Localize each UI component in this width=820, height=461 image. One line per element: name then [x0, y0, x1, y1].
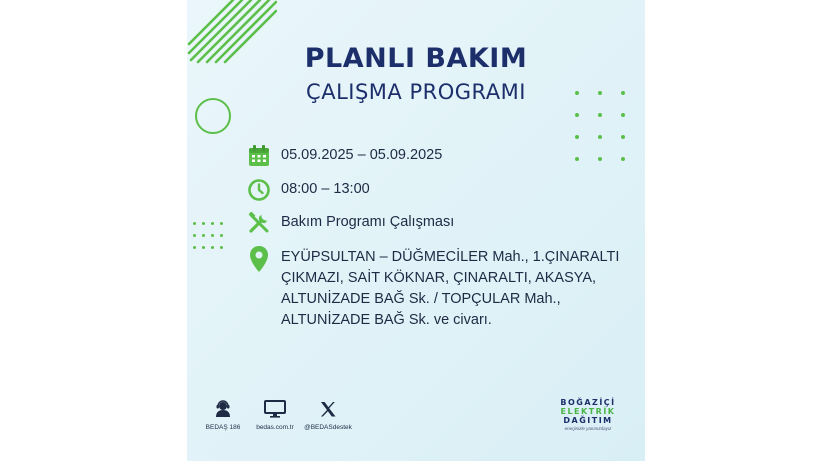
location-pin-icon: [247, 245, 271, 273]
tools-icon: [247, 211, 271, 235]
social-contact: [293, 400, 363, 431]
maintenance-date: 05.09.2025 – 05.09.2025: [281, 147, 443, 163]
website-label: bedas.com.tr: [256, 424, 294, 431]
affected-address: EYÜPSULTAN – DÜĞMECİLER Mah., 1.ÇINARALTI ÇIKMAZI, SAİT KÖKNAR, ÇINARALTI, AKASYA, ALTUNİZADE BAĞ Sk. / TOPÇULAR Mah., ALTUNİZADE BAĞ Sk. ve civarı.: [281, 249, 620, 328]
x-logo-icon: [319, 400, 337, 418]
work-type: Bakım Programı Çalışması: [281, 214, 455, 230]
calendar-icon: [247, 144, 271, 168]
decorative-dots-left: [193, 222, 223, 249]
logo-line-1: BOĞAZİÇİ: [560, 398, 616, 407]
maintenance-time: 08:00 – 13:00: [281, 181, 370, 197]
logo-line-3: DAĞITIM: [563, 416, 613, 425]
maintenance-announcement-card: [187, 0, 645, 461]
logo-tagline: enerjinizle yanınızdayız: [564, 426, 612, 431]
page-subtitle: ÇALIŞMA PROGRAMI: [306, 80, 526, 104]
call-center-label: BEDAŞ 186: [205, 424, 241, 431]
logo-line-2: ELEKTRİK: [560, 407, 616, 416]
social-label: @BEDASdestek: [304, 424, 352, 431]
clock-icon: [247, 178, 271, 202]
page-title: PLANLI BAKIM: [304, 43, 528, 74]
monitor-icon: [264, 400, 286, 418]
call-center-icon: [213, 400, 233, 418]
company-logo: [553, 398, 623, 431]
